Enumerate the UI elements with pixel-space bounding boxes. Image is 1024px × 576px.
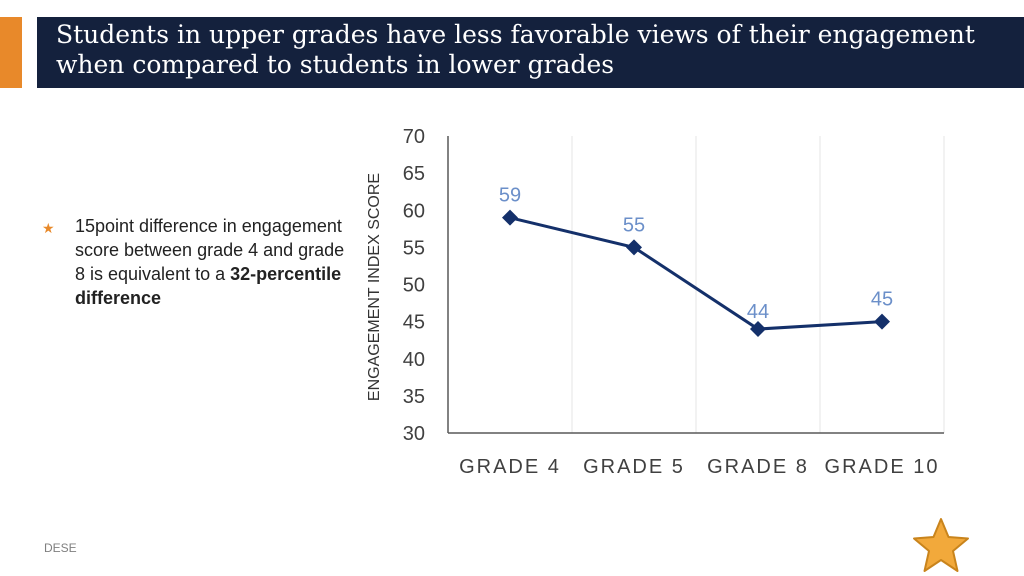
y-tick-label: 55 [402, 237, 425, 260]
y-tick-label: 70 [402, 126, 425, 148]
slide-title: Students in upper grades have less favorable views of their engagement when compared to students in lower grades [56, 20, 975, 79]
x-tick-label: GRADE 4 [459, 456, 561, 478]
data-label: 44 [746, 301, 770, 324]
y-tick-label: 40 [402, 348, 425, 371]
data-label: 55 [622, 214, 646, 237]
y-tick-label: 35 [402, 385, 425, 408]
data-point-marker [626, 239, 642, 255]
x-tick-label: GRADE 8 [707, 456, 809, 478]
y-tick-label: 60 [402, 200, 425, 223]
y-tick-label: 30 [402, 423, 425, 445]
star-badge-icon [910, 516, 972, 576]
data-label: 45 [870, 288, 894, 311]
y-tick-label: 50 [402, 274, 425, 297]
data-point-marker [750, 321, 766, 337]
bullet-plain-text: 15point difference in engagement score between grade 4 and grade 8 is equivalent to a [75, 216, 345, 284]
star-icon: ★ [42, 220, 55, 236]
data-point-marker [502, 210, 518, 226]
data-point-marker [874, 314, 890, 330]
footer-source: DESE [44, 541, 77, 555]
bullet-bold-text: 32-percentile difference [75, 264, 342, 308]
y-tick-label: 65 [402, 163, 425, 186]
x-tick-label: GRADE 5 [583, 456, 685, 478]
data-label: 59 [498, 184, 522, 207]
x-tick-label: GRADE 10 [824, 456, 940, 478]
y-axis-title: ENGAGEMENT INDEX SCORE [366, 172, 383, 402]
y-tick-label: 45 [402, 311, 425, 334]
